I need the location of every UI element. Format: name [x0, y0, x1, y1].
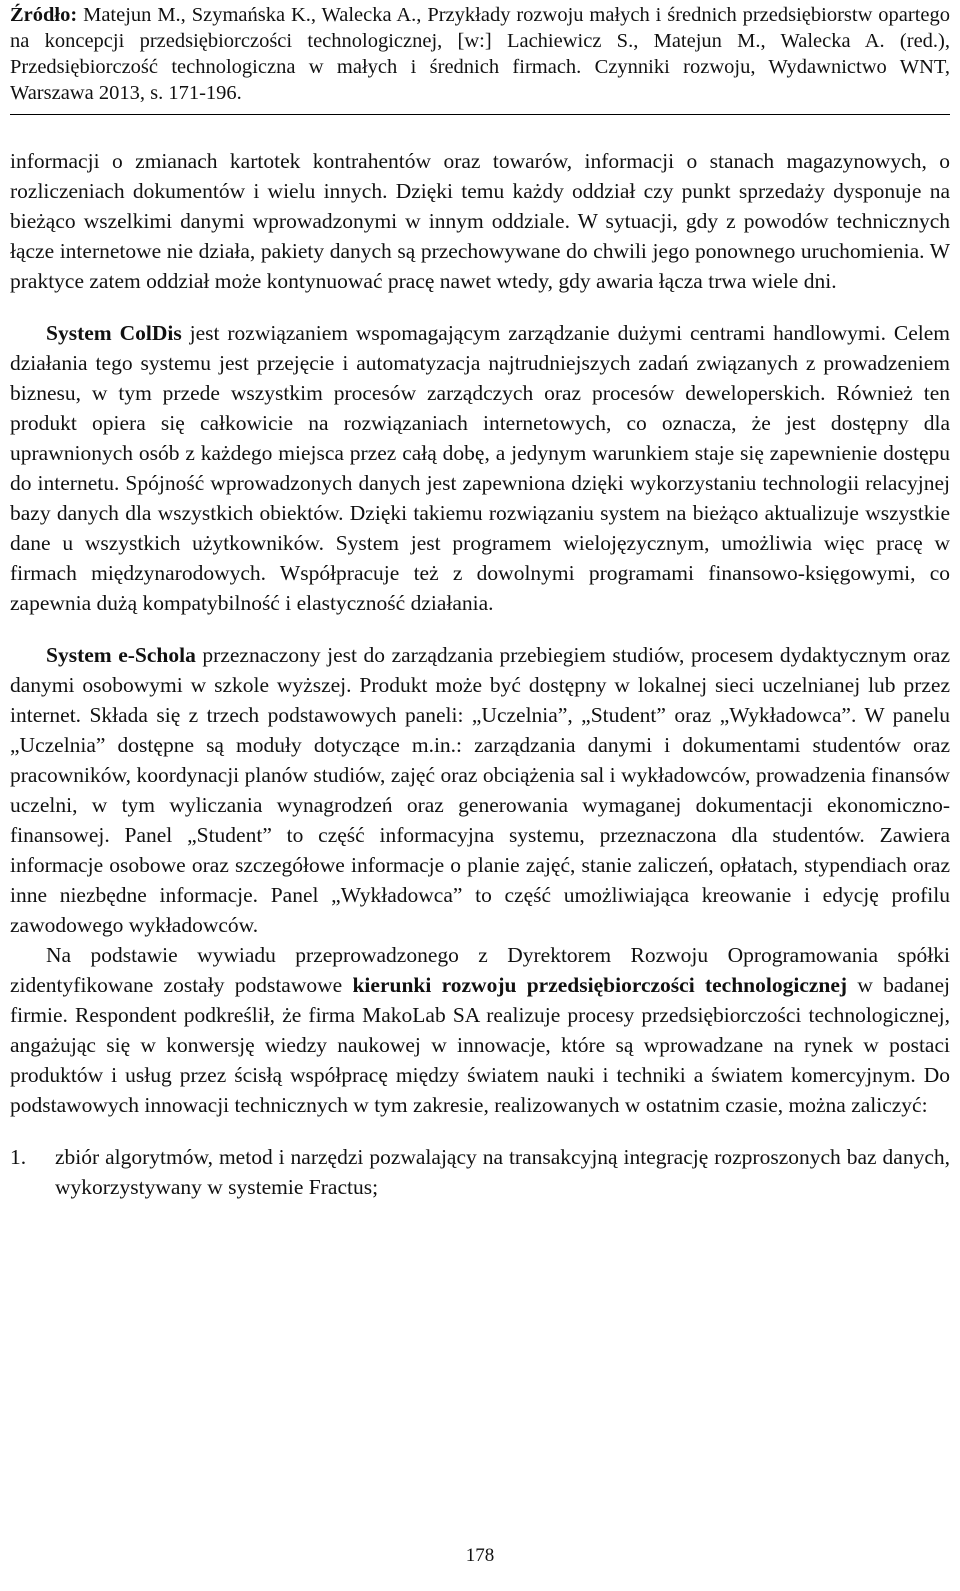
page-number: 178	[465, 1545, 495, 1566]
document-page	[10, 0, 950, 1202]
coldis-text: jest rozwiązaniem wspomagającym zarządzanie dużymi centrami handlowymi. Celem działania tego systemu jest przejęcie i automatyzacja najtrudniejszych zadań związanych z prowadzeniem biznesu, w tym przede wszystkim procesów zarządczych oraz procesów deweloperskich. Również ten produkt opiera się całkowicie na rozwiązaniach internetowych, co oznacza, że jest dostępny dla uprawnionych osób z każdego miejsca przez całą dobę, a jedynym warunkiem staje się zapewnienie dostępu do internetu. Spójność wprowadzonych danych jest zapewniona dzięki wykorzystaniu technologii relacyjnej bazy danych dla wszystkich obiektów. Dzięki takiemu rozwiązaniu system na bieżąco aktualizuje wszystkie dane u wszystkich użytkowników. System jest programem wielojęzycznym, umożliwia więc pracę w firmach międzynarodowych. Współpracuje też z dowolnymi programami finansowo-księgowymi, co zapewnia dużą kompatybilność i elastyczność działania.	[10, 321, 950, 615]
coldis-heading: System ColDis	[46, 321, 182, 345]
paragraph-coldis	[10, 318, 950, 618]
paragraph-continuation: informacji o zmianach kartotek kontrahentów oraz towarów, informacji o stanach magazynowych, o rozliczeniach dokumentów i wielu innych. Dzięki temu każdy oddział czy punkt sprzedaży dysponuje na bieżąco wszelkimi danymi wprowadzonymi w innym oddziale. W sytuacji, gdy z powodów technicznych łącze internetowe nie działa, pakiety danych są przechowywane do chwili jego ponownego uruchomienia. W praktyce zatem oddział może kontynuować pracę nawet wtedy, gdy awaria łącza trwa wiele dni.	[10, 149, 950, 293]
list-item-number: 1.	[10, 1145, 27, 1169]
source-label: Źródło:	[10, 4, 78, 26]
list-item	[10, 1142, 950, 1202]
eschola-text: przeznaczony jest do zarządzania przebiegiem studiów, procesem dydaktycznym oraz danymi osobowymi w szkole wyższej. Produkt może być dostępny w lokalnej sieci uczelnianej lub przez internet. Składa się z trzech podstawowych paneli: „Uczelnia”, „Student” oraz „Wykładowca”. W panelu „Uczelnia” dostępne są moduły dotyczące m.in.: zarządzania danymi i dokumentami studentów oraz pracowników, koordynacji planów studiów, zajęć oraz obciążenia sal i wykładowców, prowadzenia finansów uczelni, w tym wyliczania wynagrodzeń oraz generowania wymaganej dokumentacji ekonomiczno-finansowej. Panel „Student” to część informacyjna systemu, przeznaczona dla studentów. Zawiera informacje osobowe oraz szczegółowe informacje o planie zajęć, stanie zaliczeń, opłatach, stypendiach oraz inne niezbędne informacje. Panel „Wykładowca” to część umożliwiająca kreowanie i edycję profilu zawodowego wykładowców.	[10, 643, 950, 937]
paragraph-eschola	[10, 640, 950, 940]
directions-intro: Na podstawie wywiadu przeprowadzonego z Dyrektorem Rozwoju Oprogramowania spółki zidentyfikowane zostały podstawowe	[10, 943, 950, 997]
list-item-text: zbiór algorytmów, metod i narzędzi pozwalający na transakcyjną integrację rozproszonych baz danych, wykorzystywany w systemie Fractus;	[55, 1145, 950, 1199]
paragraph-directions	[10, 940, 950, 1120]
source-citation: Matejun M., Szymańska K., Walecka A., Przykłady rozwoju małych i średnich przedsiębiorstw opartego na koncepcji przedsiębiorczości technologicznej, [w:] Lachiewicz S., Matejun M., Walecka A. (red.), Przedsiębiorczość technologiczna w małych i średnich firmach. Czynniki rozwoju, Wydawnictwo WNT, Warszawa 2013, s. 171-196.	[10, 4, 951, 104]
directions-text: w badanej firmie. Respondent podkreślił, że firma MakoLab SA realizuje procesy przedsiębiorczości technologicznej, angażując się w konwersję wiedzy naukowej w innowacje, które są wprowadzane na rynek w postaci produktów i usług przez ścisłą współpracę między światem nauki i techniki a światem komercyjnym. Do podstawowych innowacji technicznych w tym zakresie, realizowanych w ostatnim czasie, można zaliczyć:	[10, 973, 950, 1117]
eschola-heading: System e-Schola	[46, 643, 196, 667]
directions-bold-phrase: kierunki rozwoju przedsiębiorczości technologicznej	[352, 973, 848, 997]
source-note	[10, 0, 950, 115]
